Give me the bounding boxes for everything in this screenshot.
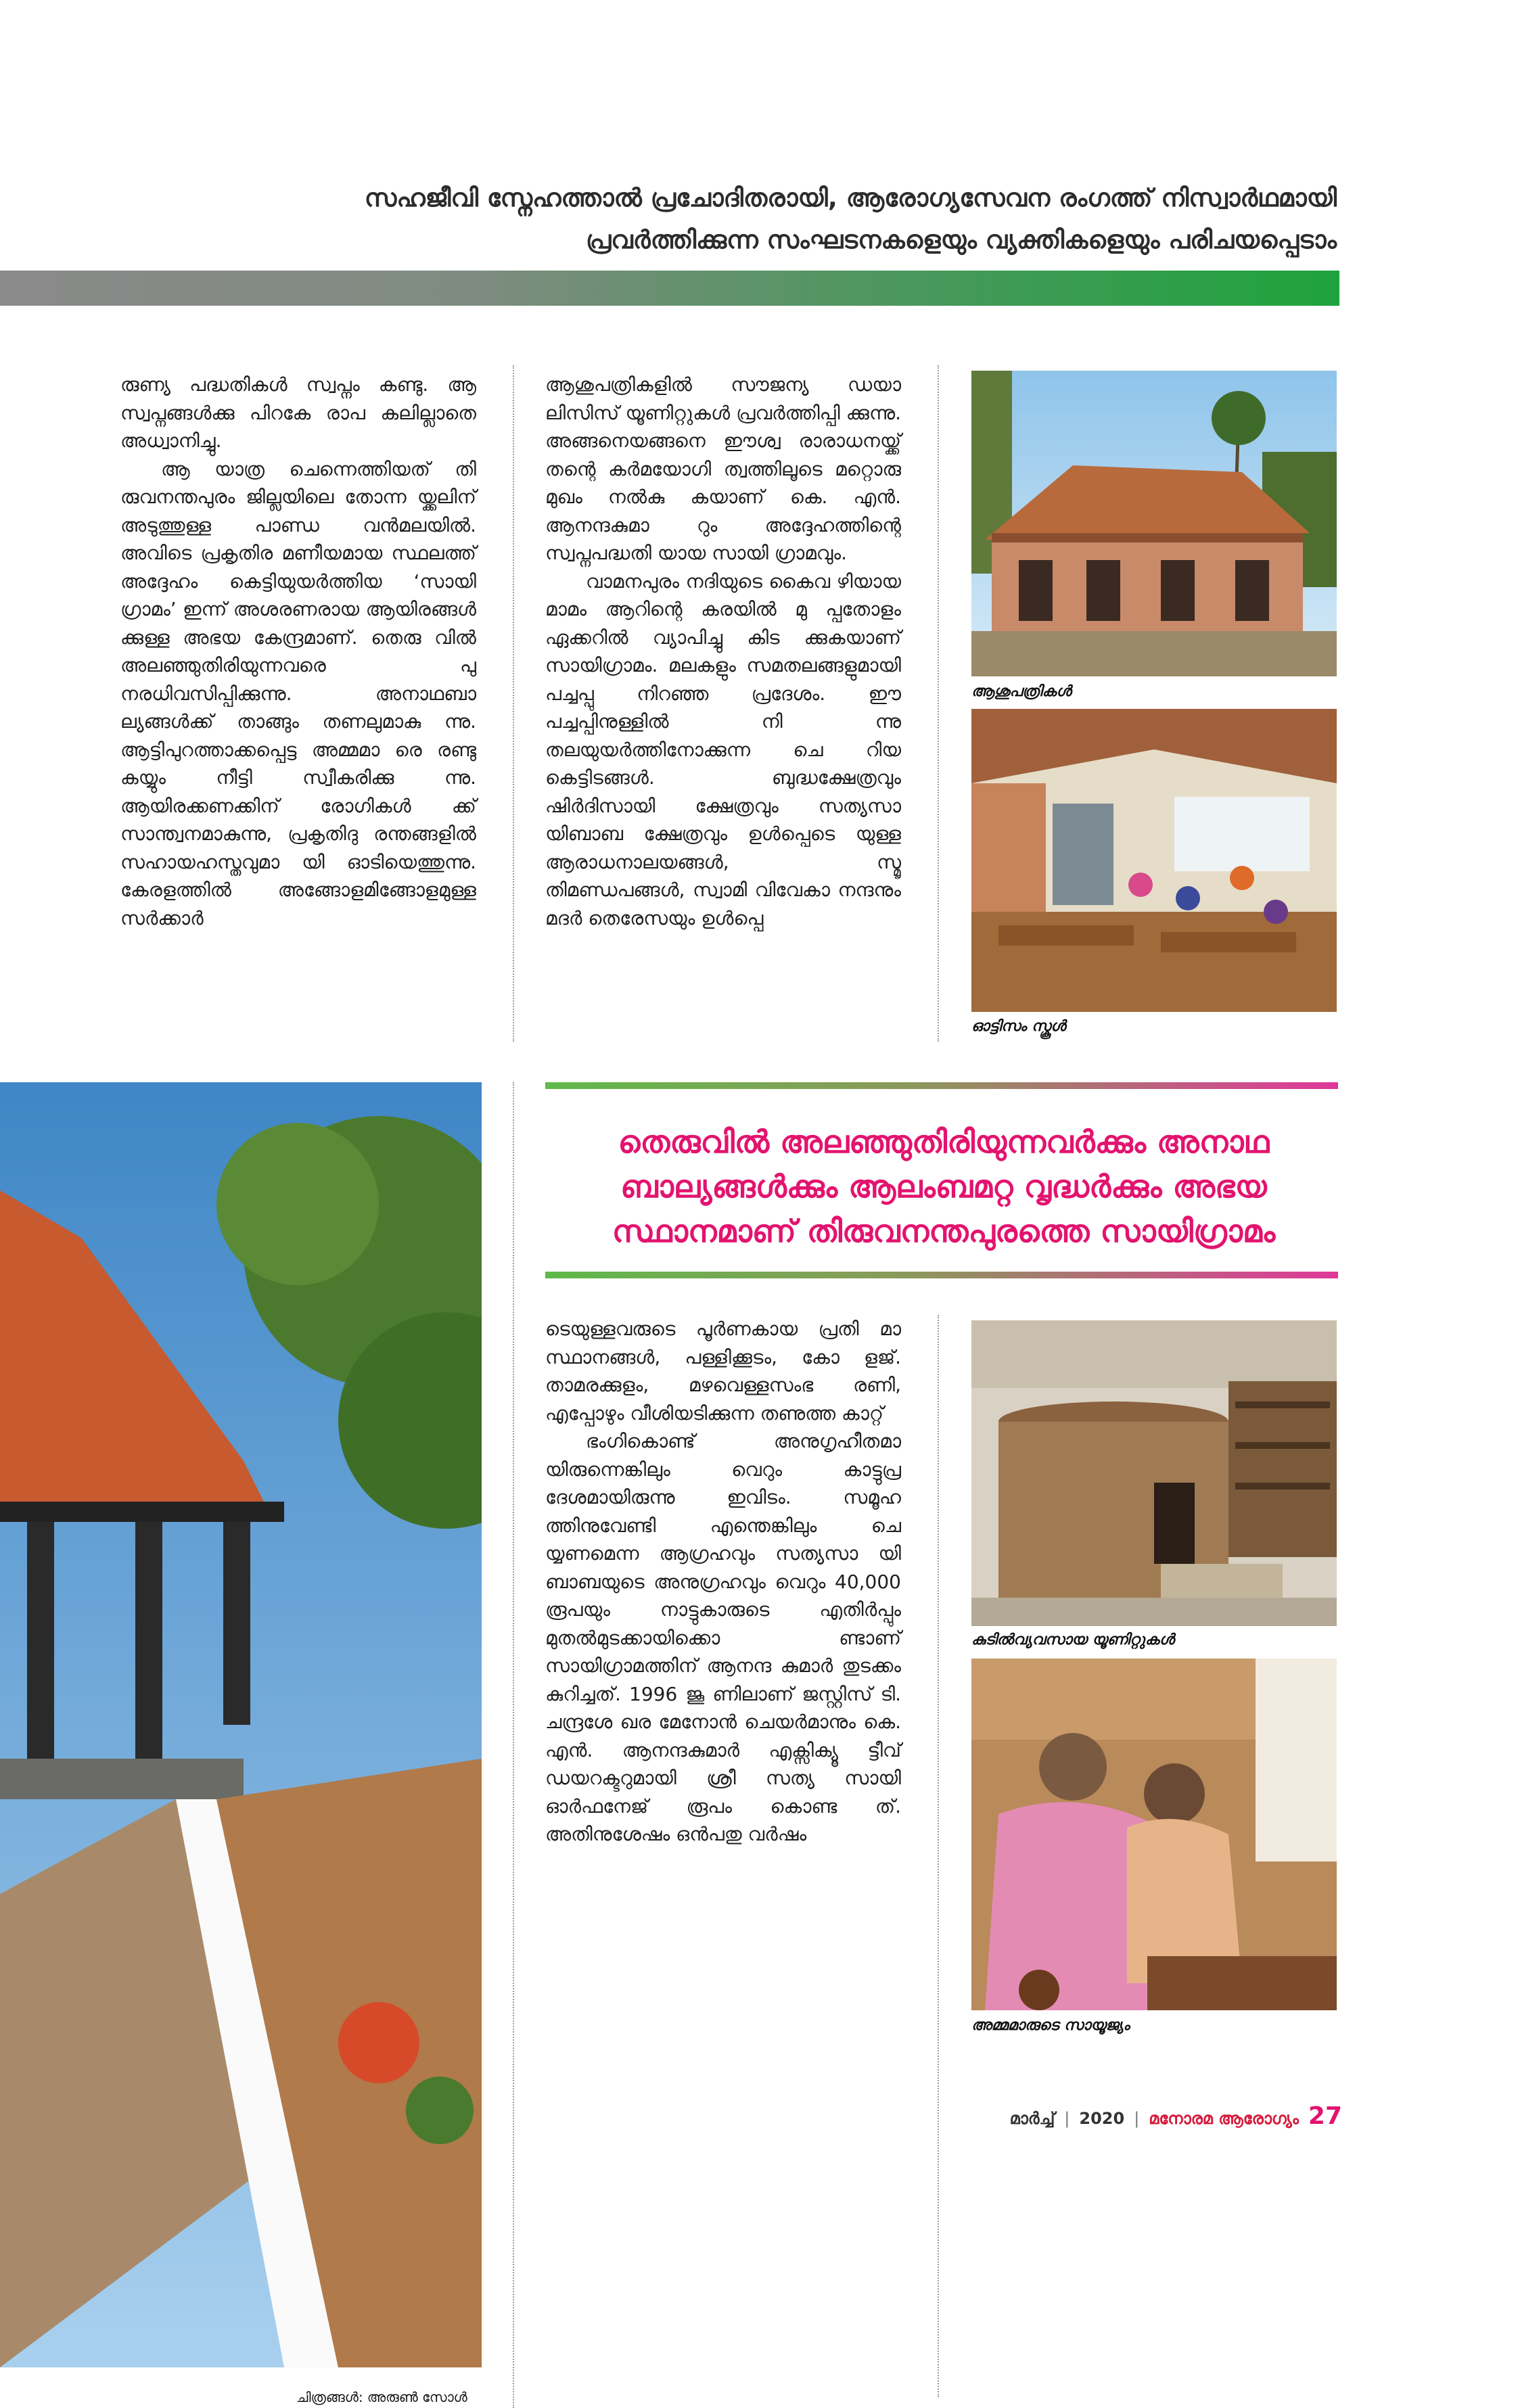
column-divider-right-bottom bbox=[938, 1315, 939, 2397]
footer-month: മാർച്ച് bbox=[1009, 2109, 1055, 2128]
column-left-paragraph-2: ആ യാത്ര ചെന്നെത്തിയത് തി രുവനന്തപുരം ജില്ലയിലെ തോന്ന യ്ക്കലിന് അടുത്തുള്ള പാണ്ഡ വൻമലയിൽ. അവിടെ പ്രകൃതിര മണീയമായ സ്ഥലത്ത് അദ്ദേഹം കെട്ടിയുയർത്തിയ ‘സായി ഗ്രാമം’ ഇന്ന് അശരണരായ ആയിരങ്ങൾ ക്കുള്ള അഭയ കേന്ദ്രമാണ്. തെരു വിൽ അലഞ്ഞുതിരിയുന്നവരെ പു നരധിവസിപ്പിക്കുന്നു. അനാഥബാ ല്യങ്ങൾക്ക് താങ്ങും തണലുമാകു ന്നു. ആട്ടിപുറത്താക്കപ്പെട്ട അമ്മമാ രെ രണ്ടു കയ്യും നീട്ടി സ്വീകരിക്കു ന്നു. ആയിരക്കണക്കിന് രോഗികൾ ക്ക് സാന്ത്വനമാകുന്നു, പ്രകൃതിദു രന്തങ്ങളിൽ സഹായഹസ്തവുമാ യി ഓടിയെത്തുന്നു. കേരളത്തിൽ അങ്ങോളമിങ്ങോളമുള്ള സർക്കാർ bbox=[120, 457, 476, 929]
column-middle-top-paragraph-2: വാമനപുരം നദിയുടെ കൈവ ഴിയായ മാമം ആറിന്റെ കരയിൽ മു പ്പതോളം ഏക്കറിൽ വ്യാപിച്ചു കിട ക്കുകയാണ് സായിഗ്രാമം. മലകളും സമതലങ്ങളുമായി പച്ചപ്പു നിറഞ്ഞ പ്രദേശം. ഈ പച്ചപ്പിനുള്ളിൽ നി ന്നു തലയുയർത്തിനോക്കുന്ന ചെ റിയ കെട്ടിടങ്ങൾ. ബുദ്ധക്ഷേത്രവും ഷിർദിസായി ക്ഷേത്രവും സത്യസാ യിബാബ ക്ഷേത്രവും ഉൾപ്പെടെ യുള്ള ആരാധനാലയങ്ങൾ, സ്മൃ തിമണ്ഡപങ്ങൾ, സ്വാമി വിവേകാ നന്ദനും മദർ തെരേസയും ഉൾപ്പെ bbox=[545, 570, 901, 929]
caption-cottage-units: കുടിൽവ്യവസായ യൂണിറ്റുകൾ bbox=[971, 1631, 1174, 1648]
column-left-paragraph-1: രുണ്യ പദ്ധതികൾ സ്വപ്നം കണ്ടു. ആ സ്വപ്നങ്ങൾക്കു പിറകേ രാപ കലില്ലാതെ അധ്വാനിച്ചു. bbox=[120, 373, 476, 452]
column-left bbox=[120, 371, 476, 932]
pull-quote-line-2: ബാല്യങ്ങൾക്കും ആലംബമറ്റ വൃദ്ധർക്കും അഭയ bbox=[620, 1168, 1267, 1205]
caption-hospital: ആശുപത്രികൾ bbox=[971, 683, 1072, 700]
pull-quote-rule-bottom bbox=[545, 1272, 1338, 1278]
column-middle-bottom-paragraph-2: ഭംഗികൊണ്ട് അനുഗൃഹീതമാ യിരുന്നെങ്കിലും വെറും കാട്ടുപ്ര ദേശമായിരുന്നു ഇവിടം. സമൂഹ ത്തിനുവേണ്ടി എന്തെങ്കിലും ചെ യ്യണമെന്ന ആഗ്രഹവും സത്യസാ യി ബാബയുടെ അനുഗ്രഹവും വെറും 40,000 രൂപയും നാട്ടുകാരുടെ എതിർപ്പും മുതൽമുടക്കായിക്കൊ ണ്ടാണ് സായിഗ്രാമത്തിന് ആനന്ദ കുമാർ തുടക്കം കുറിച്ചത്. 1996 ജൂ ണിലാണ് ജസ്റ്റിസ് ടി. ചന്ദ്രശേ ഖര മേനോൻ ചെയർമാനും കെ. എൻ. ആനന്ദകുമാർ എക്സിക്യൂ ട്ടീവ് ഡയറക്ടറുമായി ശ്രീ സത്യ സായി ഓർഫനേജ് രൂപം കൊണ്ട ത്. അതിനുശേഷം ഒൻപതു വർഷം bbox=[545, 1430, 901, 1845]
column-middle-bottom bbox=[545, 1315, 901, 1849]
sai-gramam-temple-photo bbox=[0, 1082, 482, 2367]
column-divider-top bbox=[513, 365, 514, 1042]
pull-quote-rule-top bbox=[545, 1082, 1338, 1089]
tagline-line-2: പ്രവർത്തിക്കുന്ന സംഘടനകളെയും വ്യക്തികളെയും പരിചയപ്പെടാം bbox=[586, 225, 1337, 254]
autism-school-photo bbox=[971, 709, 1337, 1012]
photo-credit: ചിത്രങ്ങൾ: അരുൺ സോൾ bbox=[296, 2389, 467, 2405]
pull-quote bbox=[545, 1119, 1342, 1253]
column-divider-right-top bbox=[938, 365, 939, 1042]
header-banner-bar bbox=[0, 271, 1339, 306]
hospital-photo bbox=[971, 371, 1337, 676]
caption-autism-school: ഓട്ടിസം സ്കൂൾ bbox=[971, 1018, 1066, 1035]
column-middle-top bbox=[545, 371, 901, 932]
column-divider-bottom bbox=[513, 1082, 514, 2408]
footer-separator: | bbox=[1064, 2109, 1070, 2128]
header-tagline bbox=[187, 177, 1337, 261]
tagline-line-1: സഹജീവി സ്നേഹത്താൽ പ്രചോദിതരായി, ആരോഗ്യസേവന രംഗത്ത് നിസ്വാർഥമായി bbox=[364, 183, 1337, 212]
footer-separator-2: | bbox=[1134, 2109, 1140, 2128]
pull-quote-line-1: തെരുവിൽ അലഞ്ഞുതിരിയുന്നവർക്കും അനാഥ bbox=[618, 1124, 1270, 1160]
page-number: 27 bbox=[1308, 2102, 1342, 2130]
caption-mothers: അമ്മമാരുടെ സായൂജ്യം bbox=[971, 2017, 1130, 2034]
footer-year: 2020 bbox=[1079, 2109, 1125, 2128]
mothers-photo bbox=[971, 1659, 1337, 2010]
page-footer bbox=[1010, 2102, 1342, 2130]
cottage-industry-photo bbox=[971, 1320, 1337, 1626]
column-middle-bottom-paragraph-1: ടെയുള്ളവരുടെ പൂർണകായ പ്രതി മാ സ്ഥാനങ്ങൾ, പള്ളിക്കൂടം, കോ ളജ്. താമരക്കുളം, മഴവെള്ളസംഭ രണി, എപ്പോഴും വീശിയടിക്കുന്ന തണുത്ത കാറ്റ് bbox=[545, 1318, 901, 1425]
footer-magazine-name: മനോരമ ആരോഗ്യം bbox=[1149, 2109, 1299, 2128]
pull-quote-line-3: സ്ഥാനമാണ് തിരുവനന്തപുരത്തെ സായിഗ്രാമം bbox=[612, 1213, 1276, 1249]
column-middle-top-paragraph-1: ആശുപത്രികളിൽ സൗജന്യ ഡയാ ലിസിസ് യൂണിറ്റുകൾ പ്രവർത്തിപ്പി ക്കുന്നു. അങ്ങനെയങ്ങനെ ഈശ്വ രാരാധനയ്ക്ക് തന്റെ കർമയോഗി ത്വത്തിലൂടെ മറ്റൊരു മുഖം നൽകു കയാണ് കെ. എൻ. ആനന്ദകുമാ റും അദ്ദേഹത്തിന്റെ സ്വപ്നപദ്ധതി യായ സായി ഗ്രാമവും. bbox=[545, 373, 901, 564]
